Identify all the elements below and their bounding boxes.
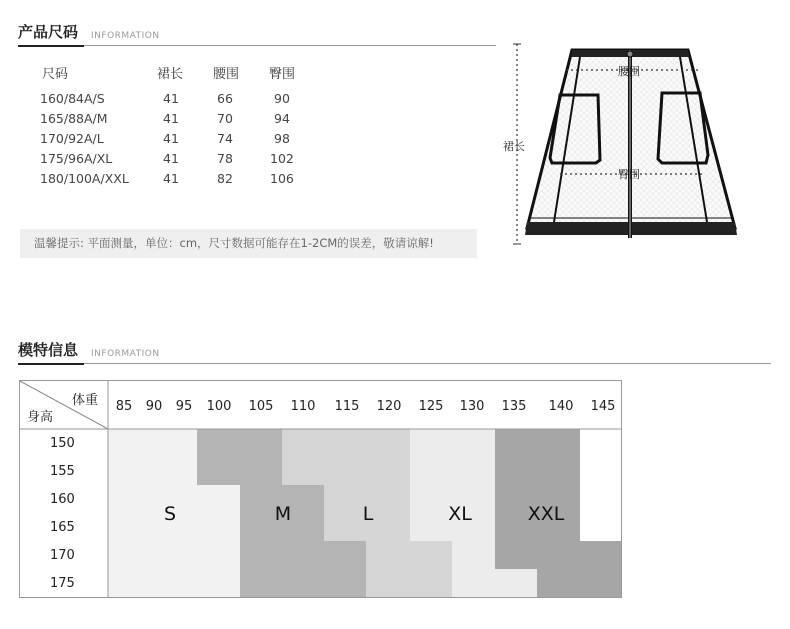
length-value: 41 bbox=[163, 111, 179, 126]
section-underline bbox=[18, 363, 84, 365]
size-value: 160/84A/S bbox=[40, 91, 105, 106]
hip-label: 臀围 bbox=[618, 168, 640, 181]
size-label-xl: XL bbox=[448, 503, 472, 525]
hip-value: 102 bbox=[270, 151, 294, 166]
waist-value: 82 bbox=[217, 171, 233, 186]
header-hip: 臀围 bbox=[269, 67, 296, 82]
length-value: 41 bbox=[163, 151, 179, 166]
length-label: 裙长 bbox=[503, 140, 525, 153]
weight-axis-label: 体重 bbox=[72, 393, 99, 408]
hip-value: 94 bbox=[274, 111, 290, 126]
height-row: 175 bbox=[50, 576, 75, 591]
section-subtitle: INFORMATION bbox=[91, 349, 160, 359]
height-row: 160 bbox=[50, 492, 75, 507]
skirt-illustration bbox=[500, 38, 750, 253]
length-value: 41 bbox=[163, 131, 179, 146]
waist-value: 70 bbox=[217, 111, 233, 126]
size-value: 175/96A/XL bbox=[40, 151, 113, 166]
weight-col: 100 bbox=[206, 399, 232, 414]
size-label-s: S bbox=[163, 503, 177, 525]
size-value: 165/88A/M bbox=[40, 111, 108, 126]
header-length: 裙长 bbox=[157, 67, 184, 82]
size-label-xxl: XXL bbox=[527, 503, 565, 525]
weight-col: 140 bbox=[548, 399, 574, 414]
height-row: 150 bbox=[50, 436, 75, 451]
waist-label: 腰围 bbox=[618, 65, 640, 78]
header-waist: 腰围 bbox=[213, 67, 240, 82]
size-value: 180/100A/XXL bbox=[40, 171, 129, 186]
weight-col: 125 bbox=[418, 399, 444, 414]
length-value: 41 bbox=[163, 91, 179, 106]
weight-col: 95 bbox=[175, 399, 193, 414]
size-value: 170/92A/L bbox=[40, 131, 104, 146]
weight-col: 110 bbox=[290, 399, 316, 414]
section-title: 产品尺码 bbox=[18, 23, 79, 41]
section-underline bbox=[18, 45, 84, 47]
waist-value: 66 bbox=[217, 91, 233, 106]
model-size-grid bbox=[19, 380, 622, 598]
weight-col: 85 bbox=[115, 399, 133, 414]
waist-value: 78 bbox=[217, 151, 233, 166]
weight-col: 130 bbox=[459, 399, 485, 414]
model-info-header bbox=[18, 340, 771, 364]
weight-col: 115 bbox=[334, 399, 360, 414]
section-subtitle: INFORMATION bbox=[91, 31, 160, 41]
hip-value: 90 bbox=[274, 91, 290, 106]
weight-col: 135 bbox=[501, 399, 527, 414]
weight-col: 105 bbox=[248, 399, 274, 414]
product-size-header bbox=[18, 22, 496, 46]
size-label-m: M bbox=[274, 503, 292, 525]
height-axis-label: 身高 bbox=[27, 410, 54, 425]
weight-col: 120 bbox=[376, 399, 402, 414]
height-row: 165 bbox=[50, 520, 75, 535]
weight-col: 90 bbox=[145, 399, 163, 414]
length-value: 41 bbox=[163, 171, 179, 186]
size-zones bbox=[20, 381, 621, 597]
size-label-l: L bbox=[362, 503, 374, 525]
hip-value: 98 bbox=[274, 131, 290, 146]
section-divider bbox=[18, 45, 496, 46]
header-size: 尺码 bbox=[42, 67, 69, 82]
waist-value: 74 bbox=[217, 131, 233, 146]
section-divider bbox=[18, 363, 771, 364]
height-row: 155 bbox=[50, 464, 75, 479]
hip-value: 106 bbox=[270, 171, 294, 186]
section-title: 模特信息 bbox=[18, 341, 79, 359]
measurement-note: 温馨提示: 平面测量，单位：cm，尺寸数据可能存在1-2CM的误差，敬请谅解! bbox=[20, 229, 477, 258]
weight-col: 145 bbox=[590, 399, 616, 414]
height-row: 170 bbox=[50, 548, 75, 563]
